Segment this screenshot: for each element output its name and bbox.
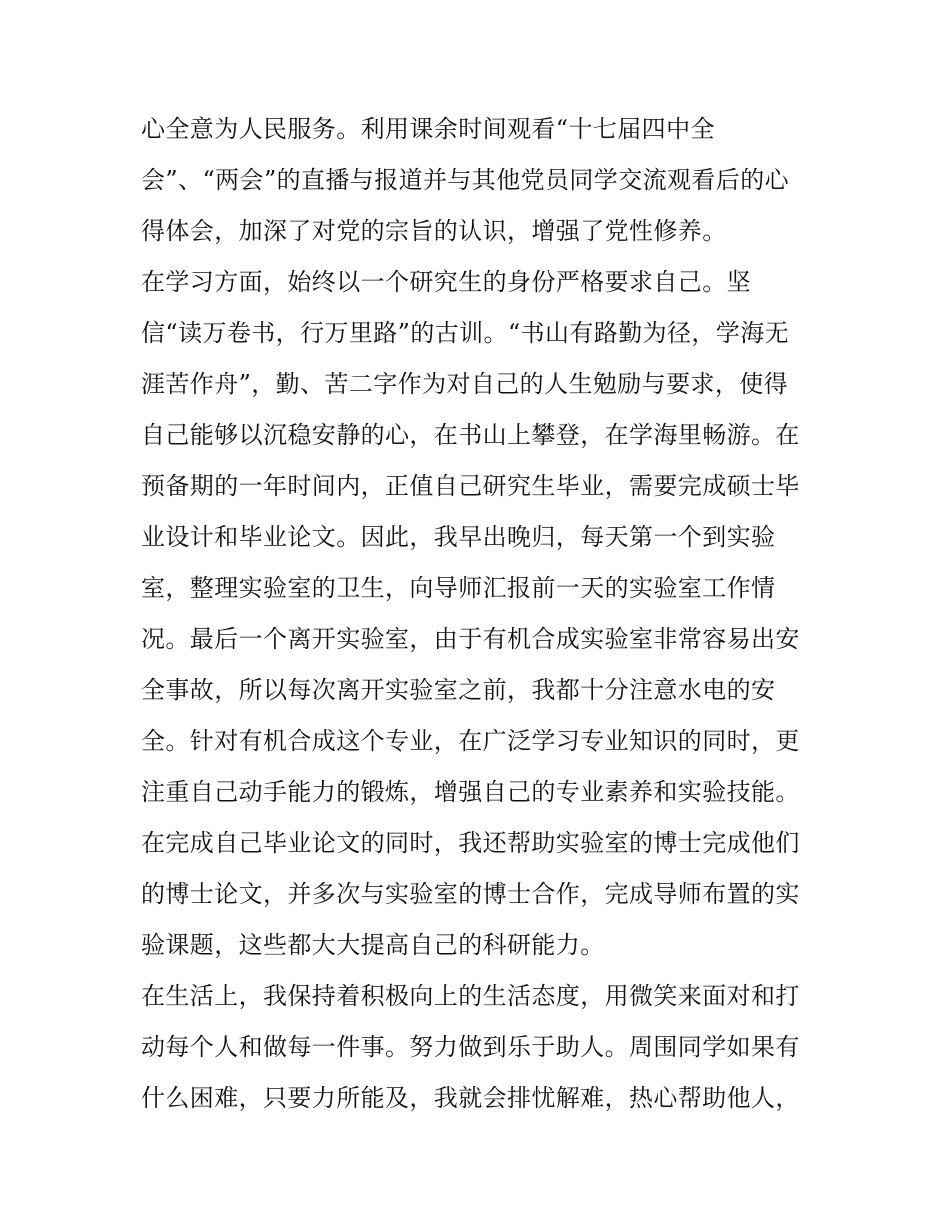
text-line-15: 在完成自己毕业论文的同时，我还帮助实验室的博士完成他们: [141, 829, 800, 857]
text-line-3: 得体会，加深了对党的宗旨的认识，增强了党性修养。: [141, 217, 727, 245]
text-line-9: 业设计和毕业论文。因此，我早出晚归，每天第一个到实验: [141, 523, 776, 551]
text-line-11: 况。最后一个离开实验室，由于有机合成实验室非常容易出安: [141, 625, 800, 653]
text-line-13: 全。针对有机合成这个专业，在广泛学习专业知识的同时，更: [141, 727, 800, 755]
text-line-2: 会”、“两会”的直播与报道并与其他党员同学交流观看后的心: [141, 166, 790, 194]
text-line-8: 预备期的一年时间内，正值自己研究生毕业，需要完成硕士毕: [141, 472, 800, 500]
text-line-1: 心全意为人民服务。利用课余时间观看“十七届四中全: [141, 115, 715, 143]
text-line-17: 验课题，这些都大大提高自己的科研能力。: [141, 931, 605, 959]
text-line-10: 室，整理实验室的卫生，向导师汇报前一天的实验室工作情: [141, 574, 776, 602]
text-line-5: 信“读万卷书，行万里路”的古训。“书山有路勤为径，学海无: [141, 319, 790, 347]
text-line-19: 动每个人和做每一件事。努力做到乐于助人。周围同学如果有: [141, 1033, 800, 1061]
text-line-4: 在学习方面，始终以一个研究生的身份严格要求自己。坚: [141, 268, 751, 296]
text-line-18: 在生活上，我保持着积极向上的生活态度，用微笑来面对和打: [141, 982, 800, 1010]
text-line-6: 涯苦作舟”，勤、苦二字作为对自己的人生勉励与要求，使得: [141, 370, 789, 398]
text-line-7: 自己能够以沉稳安静的心，在书山上攀登，在学海里畅游。在: [141, 421, 800, 449]
text-line-20: 什么困难，只要力所能及，我就会排忧解难，热心帮助他人，: [141, 1084, 800, 1112]
text-line-16: 的博士论文，并多次与实验室的博士合作，完成导师布置的实: [141, 880, 800, 908]
text-line-14: 注重自己动手能力的锻炼，增强自己的专业素养和实验技能。: [141, 778, 800, 806]
text-line-12: 全事故，所以每次离开实验室之前，我都十分注意水电的安: [141, 676, 776, 704]
